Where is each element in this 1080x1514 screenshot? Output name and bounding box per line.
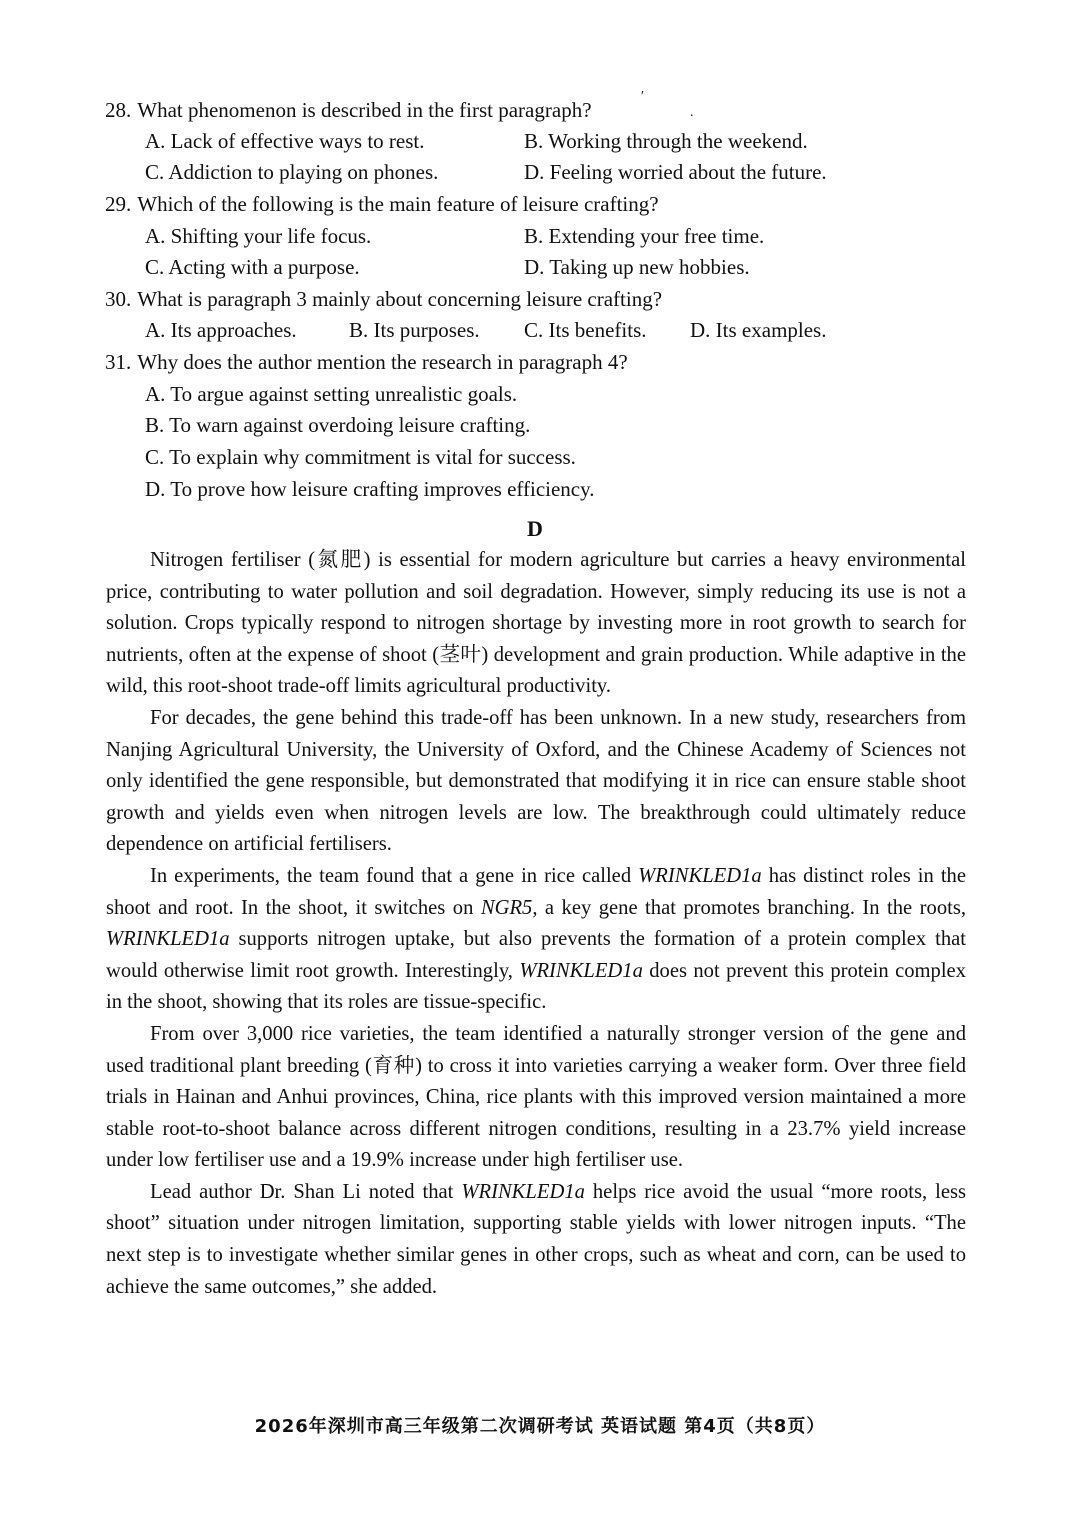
option-30-b — [349, 316, 480, 344]
option-31-a — [145, 380, 517, 408]
question-number: 31. — [105, 350, 132, 374]
option-text: Acting with a purpose. — [168, 255, 360, 279]
option-letter: B. — [145, 413, 165, 437]
option-letter: B. — [524, 129, 544, 153]
question-28 — [105, 96, 592, 124]
option-letter: B. — [349, 318, 369, 342]
option-31-d — [145, 475, 595, 503]
option-text: Addiction to playing on phones. — [168, 160, 439, 184]
option-letter: B. — [524, 224, 544, 248]
option-text: Extending your free time. — [548, 224, 765, 248]
option-text: Lack of effective ways to rest. — [170, 129, 425, 153]
question-number: 28. — [105, 98, 132, 122]
option-letter: A. — [145, 129, 166, 153]
paragraph-text: helps rice avoid the usual “more roots, less shoot” situation under nitrogen limitation, supporting stable yields with lower nitrogen inputs. “The next step is to investigate whether similar genes in other crops, such as wheat and corn, can be used to achieve the same outcomes,” she added. — [106, 1180, 966, 1298]
option-28-b — [524, 127, 808, 155]
question-stem: What is paragraph 3 mainly about concerning leisure crafting? — [137, 287, 663, 311]
gene-name: WRINKLED1a — [638, 864, 762, 887]
reading-passage — [106, 545, 966, 1303]
question-30 — [105, 285, 662, 313]
option-text: Working through the weekend. — [548, 129, 808, 153]
option-text: Its purposes. — [373, 318, 480, 342]
gene-name: WRINKLED1a — [106, 928, 230, 951]
paragraph-text: Nitrogen fertiliser (氮肥) is essential for modern agriculture but carries a heavy environmental price, contributing to water pollution and soil degradation. However, simply reducing its use is not a solution. Crops typically respond to nitrogen shortage by investing more in root growth to search for nutrients, often at the expense of shoot (茎叶) development and grain production. While adaptive in the wild, this root-shoot trade-off limits agricultural productivity. — [106, 549, 966, 698]
stray-mark: ′ — [641, 89, 645, 104]
paragraph-5 — [106, 1177, 966, 1303]
gene-name: WRINKLED1a — [519, 959, 643, 982]
option-letter: D. — [145, 477, 166, 501]
option-text: Its benefits. — [548, 318, 647, 342]
option-31-c — [145, 443, 576, 471]
option-29-a — [145, 222, 371, 250]
paragraph-2 — [106, 703, 966, 861]
option-letter: C. — [145, 160, 165, 184]
option-31-b — [145, 411, 530, 439]
option-text: Shifting your life focus. — [170, 224, 372, 248]
option-29-c — [145, 253, 360, 281]
option-28-d — [524, 158, 827, 186]
option-29-b — [524, 222, 764, 250]
option-letter: D. — [524, 255, 545, 279]
paragraph-text: In experiments, the team found that a gene in rice called — [150, 864, 639, 887]
option-text: To warn against overdoing leisure crafting. — [169, 413, 531, 437]
paragraph-1 — [106, 545, 966, 703]
question-stem: Which of the following is the main feature of leisure crafting? — [137, 192, 659, 216]
stray-dot: . — [690, 105, 694, 120]
option-letter: C. — [145, 255, 165, 279]
question-31 — [105, 348, 628, 376]
option-letter: A. — [145, 382, 166, 406]
paragraph-text: supports nitrogen uptake, but also prevents the formation of a protein complex that would otherwise limit root growth. Interestingly, — [106, 928, 966, 982]
paragraph-text: Lead author Dr. Shan Li noted that — [150, 1180, 462, 1203]
option-text: Its approaches. — [170, 318, 297, 342]
question-number: 29. — [105, 192, 132, 216]
option-text: To prove how leisure crafting improves efficiency. — [170, 477, 595, 501]
option-text: Taking up new hobbies. — [549, 255, 750, 279]
gene-name: NGR5 — [480, 896, 533, 919]
option-text: Feeling worried about the future. — [549, 160, 827, 184]
option-letter: A. — [145, 318, 166, 342]
paragraph-text: has distinct roles in the shoot and root. In the shoot, it switches on — [106, 864, 966, 919]
option-text: To argue against setting unrealistic goals. — [170, 382, 518, 406]
option-letter: A. — [145, 224, 166, 248]
question-29 — [105, 190, 659, 218]
option-letter: D. — [690, 318, 711, 342]
question-stem: What phenomenon is described in the first paragraph? — [137, 98, 592, 122]
question-stem: Why does the author mention the research in paragraph 4? — [137, 350, 628, 374]
section-heading: D — [527, 516, 543, 541]
option-28-a — [145, 127, 425, 155]
paragraph-text: From over 3,000 rice varieties, the team identified a naturally stronger version of the gene and used traditional plant breeding (育种) to cross it into varieties carrying a weaker form. Over three field trials in Hainan and Anhui provinces, China, rice plants with this improved version maintained a more stable root-to-shoot balance across different nitrogen conditions, resulting in a 23.7% yield increase under low fertiliser use and a 19.9% increase under high fertiliser use. — [106, 1022, 966, 1172]
gene-name: WRINKLED1a — [461, 1180, 585, 1203]
option-30-d — [690, 316, 826, 344]
option-29-d — [524, 253, 750, 281]
paragraph-3 — [106, 861, 966, 1019]
option-letter: D. — [524, 160, 545, 184]
option-letter: C. — [145, 445, 165, 469]
page-footer: 2026年深圳市高三年级第二次调研考试 英语试题 第4页（共8页） — [254, 1416, 826, 1437]
option-text: To explain why commitment is vital for success. — [169, 445, 576, 469]
option-30-a — [145, 316, 297, 344]
paragraph-text: , a key gene that promotes branching. In the roots, — [532, 896, 966, 919]
option-28-c — [145, 158, 438, 186]
question-number: 30. — [105, 287, 132, 311]
option-text: Its examples. — [715, 318, 827, 342]
paragraph-text: For decades, the gene behind this trade-off has been unknown. In a new study, researchers from Nanjing Agricultural University, the University of Oxford, and the Chinese Academy of Sciences not only identified the gene responsible, but demonstrated that modifying it in rice can ensure stable shoot growth and yields even when nitrogen levels are low. The breakthrough could ultimately reduce dependence on artificial fertilisers. — [106, 706, 966, 856]
option-letter: C. — [524, 318, 544, 342]
paragraph-text: does not prevent this protein complex in the shoot, showing that its roles are tissue-specific. — [106, 959, 966, 1014]
option-30-c — [524, 316, 647, 344]
paragraph-4 — [106, 1019, 966, 1177]
